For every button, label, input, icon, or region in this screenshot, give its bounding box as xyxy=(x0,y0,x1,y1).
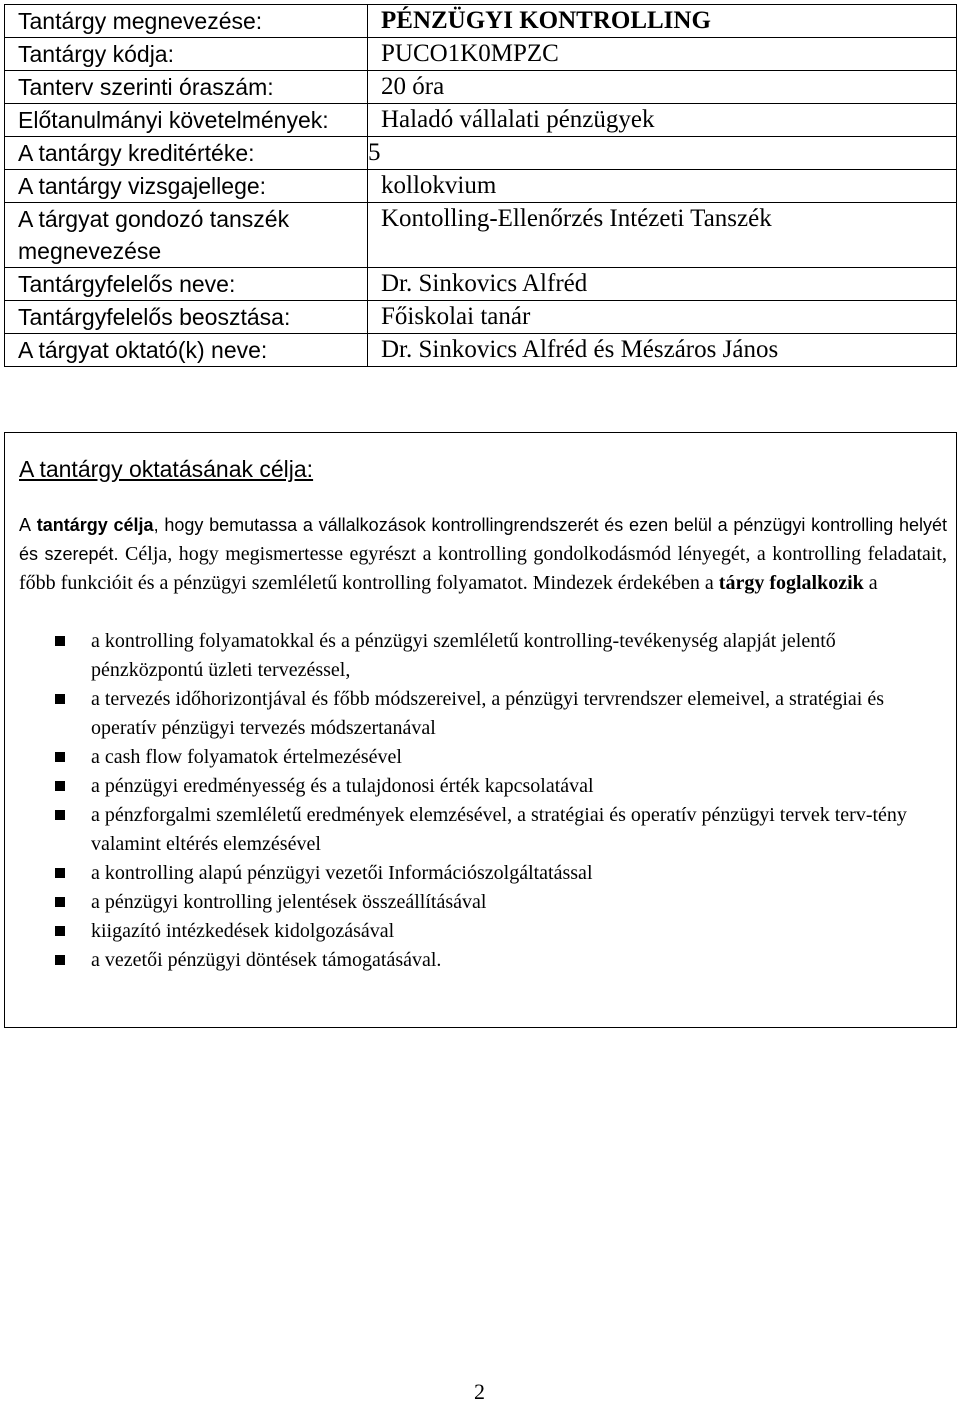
info-row-position xyxy=(5,301,957,334)
info-row-department xyxy=(5,203,957,268)
aim-text: , hogy bemutassa a vállalkozások kontrollingrendszerét és ezen belül a pénzügyi kontrolling helyét és szerepét. xyxy=(19,515,947,564)
info-value: kollokvium xyxy=(368,170,957,203)
list-item xyxy=(19,685,947,743)
aim-text-bold: tantárgy célja xyxy=(36,515,154,535)
list-item xyxy=(19,801,947,859)
list-item-text: a pénzügyi eredményesség és a tulajdonosi érték kapcsolatával xyxy=(91,775,594,797)
info-label: A tárgyat oktató(k) neve: xyxy=(5,334,368,367)
list-item xyxy=(19,946,947,975)
list-item-text: a kontrolling alapú pénzügyi vezetői Információszolgáltatással xyxy=(91,862,593,884)
aim-text: a xyxy=(868,572,878,594)
page-number: 2 xyxy=(474,1379,485,1404)
aim-paragraph xyxy=(19,511,947,598)
square-bullet-icon xyxy=(55,955,65,965)
aim-text: A xyxy=(19,515,32,535)
list-item-text: a cash flow folyamatok értelmezésével xyxy=(91,746,402,768)
square-bullet-icon xyxy=(55,897,65,907)
course-info-table xyxy=(4,4,957,367)
info-row-exam-type xyxy=(5,170,957,203)
info-row-prerequisites xyxy=(5,104,957,137)
info-row-credits xyxy=(5,137,957,170)
info-label: A tantárgy vizsgajellege: xyxy=(5,170,368,203)
info-value: Haladó vállalati pénzügyek xyxy=(368,104,957,137)
list-item xyxy=(19,743,947,772)
info-label: Tanterv szerinti óraszám: xyxy=(5,71,368,104)
info-label: Tantárgyfelelős neve: xyxy=(5,268,368,301)
info-value: PUCO1K0MPZC xyxy=(368,38,957,71)
info-label: Előtanulmányi követelmények: xyxy=(5,104,368,137)
square-bullet-icon xyxy=(55,694,65,704)
info-value: Kontolling-Ellenőrzés Intézeti Tanszék xyxy=(368,203,957,268)
list-item-text: a pénzforgalmi szemléletű eredmények elemzésével, a stratégiai és operatív pénzügyi tervek terv-tény valamint eltérés elemzésével xyxy=(91,804,907,855)
list-item xyxy=(19,888,947,917)
list-item xyxy=(19,627,947,685)
info-row-code xyxy=(5,38,957,71)
info-label: A tantárgy kreditértéke: xyxy=(5,137,368,170)
info-row-instructors xyxy=(5,334,957,367)
list-item xyxy=(19,772,947,801)
topic-list xyxy=(19,627,947,975)
info-value xyxy=(368,137,957,170)
aim-text: Célja, hogy megismertesse egyrészt a kontrolling gondolkodásmód lényegét, a kontrolling feladatait, főbb funkcióit és a pénzügyi szemléletű kontrolling folyamatot. Mindezek érdekében a xyxy=(19,543,947,594)
square-bullet-icon xyxy=(55,636,65,646)
square-bullet-icon xyxy=(55,810,65,820)
square-bullet-icon xyxy=(55,781,65,791)
list-item-text: a pénzügyi kontrolling jelentések összeállításával xyxy=(91,891,487,913)
info-value: 20 óra xyxy=(368,71,957,104)
list-item-text: a kontrolling folyamatokkal és a pénzügyi szemléletű kontrolling-tevékenység alapját jelentő pénzközpontú üzleti tervezéssel, xyxy=(91,630,836,681)
info-row-hours xyxy=(5,71,957,104)
square-bullet-icon xyxy=(55,926,65,936)
aim-text-bold: tárgy foglalkozik xyxy=(718,572,864,594)
info-value: Dr. Sinkovics Alfréd xyxy=(368,268,957,301)
info-label: Tantárgy kódja: xyxy=(5,38,368,71)
square-bullet-icon xyxy=(55,868,65,878)
info-value: Főiskolai tanár xyxy=(368,301,957,334)
info-value: Dr. Sinkovics Alfréd és Mészáros János xyxy=(368,334,957,367)
square-bullet-icon xyxy=(55,752,65,762)
info-row-responsible xyxy=(5,268,957,301)
list-item xyxy=(19,917,947,946)
course-aim-section xyxy=(4,432,957,1028)
list-item-text: a tervezés időhorizontjával és főbb módszereivel, a pénzügyi tervrendszer elemeivel, a stratégiai és operatív pénzügyi tervezés módszertanával xyxy=(91,688,884,739)
info-value-course-name: PÉNZÜGYI KONTROLLING xyxy=(368,5,957,38)
list-item-text: a vezetői pénzügyi döntések támogatásával. xyxy=(91,949,442,971)
info-label: A tárgyat gondozó tanszék megnevezése xyxy=(5,203,368,268)
list-item-text: kiigazító intézkedések kidolgozásával xyxy=(91,920,395,942)
aim-heading: A tantárgy oktatásának célja: xyxy=(19,456,314,482)
credits-value: 5 xyxy=(368,139,381,166)
info-row-name xyxy=(5,5,957,38)
list-item xyxy=(19,859,947,888)
info-label: Tantárgy megnevezése: xyxy=(5,5,368,38)
info-label: Tantárgyfelelős beosztása: xyxy=(5,301,368,334)
